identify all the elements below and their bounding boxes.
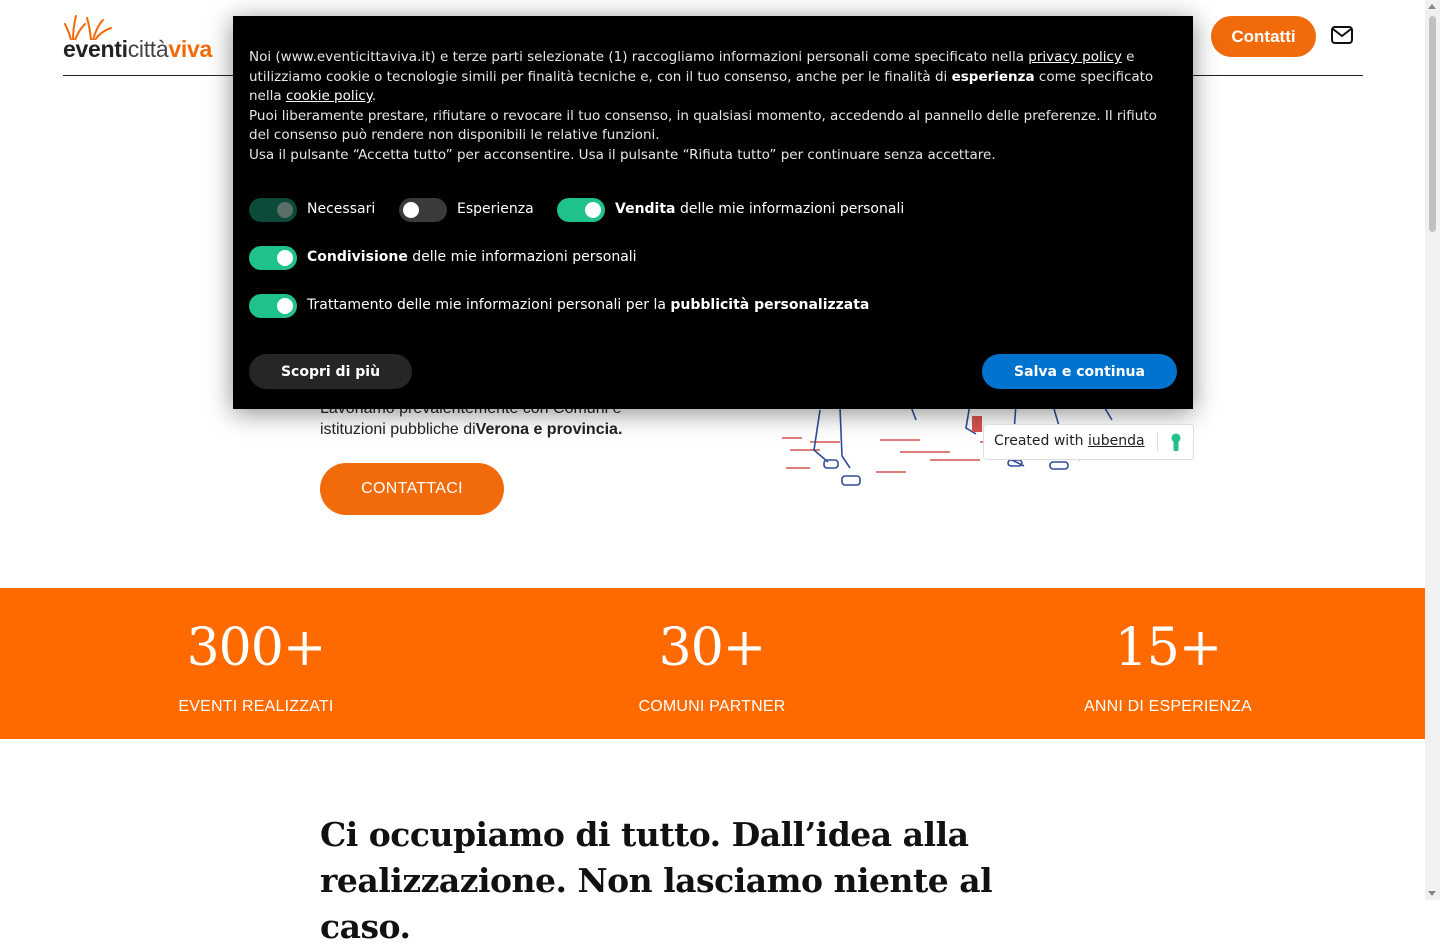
stats-band (0, 588, 1425, 739)
scroll-down-arrow-icon[interactable] (1428, 891, 1436, 896)
toggle-label-necessari: Necessari (307, 201, 376, 217)
iubenda-link[interactable]: iubenda (1088, 433, 1145, 449)
logo-wordmark (63, 36, 212, 63)
toggle-label-bold: pubblicità personalizzata (670, 297, 870, 313)
iubenda-prefix: Created with (994, 433, 1089, 449)
iubenda-badge-text (994, 433, 1145, 449)
privacy-policy-link[interactable]: privacy policy (1028, 49, 1122, 65)
contact-us-button[interactable]: CONTATTACI (320, 463, 504, 515)
cookie-notice-text (249, 48, 1179, 165)
section-headline: Ci occupiamo di tutto. Dall’idea alla realizzazione. Non lasciamo niente al caso. (320, 815, 993, 946)
toggle-label-vendita (615, 201, 904, 217)
toggle-label-bold: Condivisione (307, 249, 408, 265)
logo-part-e: e (63, 36, 76, 62)
save-and-continue-button[interactable]: Salva e continua (982, 354, 1177, 389)
toggle-label-trattamento (307, 297, 869, 313)
page-scrollbar[interactable] (1425, 0, 1440, 900)
logo-part-viva: viva (168, 36, 212, 62)
toggle-necessari (249, 198, 297, 222)
cookie-text-1d: . (371, 88, 377, 104)
scroll-thumb[interactable] (1429, 16, 1436, 232)
stat-label: COMUNI PARTNER (638, 698, 786, 715)
cookie-consent-banner (233, 16, 1193, 409)
logo-part-citta: città (127, 36, 169, 62)
cookie-text-3: Usa il pulsante “Accetta tutto” per acconsentire. Usa il pulsante “Rifiuta tutto” per continuare senza accettare. (249, 146, 996, 163)
toggle-esperienza[interactable] (399, 198, 447, 222)
toggle-label-rest: Trattamento delle mie informazioni personali per la (307, 297, 671, 313)
stat-value: 300+ (186, 618, 326, 678)
stat-label: EVENTI REALIZZATI (178, 698, 334, 715)
learn-more-button[interactable]: Scopri di più (249, 354, 412, 389)
mail-icon[interactable] (1331, 26, 1353, 44)
stat-label: ANNI DI ESPERIENZA (1083, 698, 1253, 715)
toggle-vendita[interactable] (557, 198, 605, 222)
toggle-trattamento[interactable] (249, 294, 297, 318)
hero-text: istituzioni pubbliche di (320, 421, 476, 438)
site-logo[interactable] (63, 14, 243, 62)
divider (1157, 432, 1158, 452)
cookie-text-1b: e utilizziamo cookie o tecnologie simili per finalità tecniche e, con il tuo consenso, anche per le finalità di (249, 49, 1135, 85)
toggle-label-esperienza: Esperienza (457, 201, 534, 217)
toggle-condivisione[interactable] (249, 246, 297, 270)
cookie-text-bold-experience: esperienza (951, 68, 1035, 85)
cookie-text-2: Puoi liberamente prestare, rifiutare o revocare il tuo consenso, in qualsiasi momento, accedendo al pannello delle preferenze. Il rifiuto del consenso può rendere non disponibili le relative funzioni. (249, 107, 1157, 143)
contacts-button[interactable]: Contatti (1211, 16, 1316, 57)
cookie-policy-link[interactable]: cookie policy (285, 88, 372, 104)
toggle-label-condivisione (307, 249, 637, 265)
stat-value: 15+ (1114, 618, 1222, 678)
cookie-text-1a: Noi (www.eventicittaviva.it) e terze parti selezionate (1) raccogliamo informazioni personali come specificato nella (249, 49, 1029, 65)
logo-part-venti: venti (75, 36, 128, 62)
toggle-label-rest: delle mie informazioni personali (675, 201, 905, 217)
iubenda-badge[interactable] (983, 424, 1194, 460)
scroll-up-arrow-icon[interactable] (1428, 4, 1436, 9)
toggle-label-bold: Vendita (615, 201, 676, 217)
keyhole-icon (1171, 433, 1181, 451)
hero-text-bold: Verona e provincia. (475, 421, 623, 438)
toggle-label-rest: delle mie informazioni personali (407, 249, 637, 265)
cookie-text-1c: come specificato nella (249, 68, 1154, 104)
stat-value: 30+ (658, 618, 766, 678)
